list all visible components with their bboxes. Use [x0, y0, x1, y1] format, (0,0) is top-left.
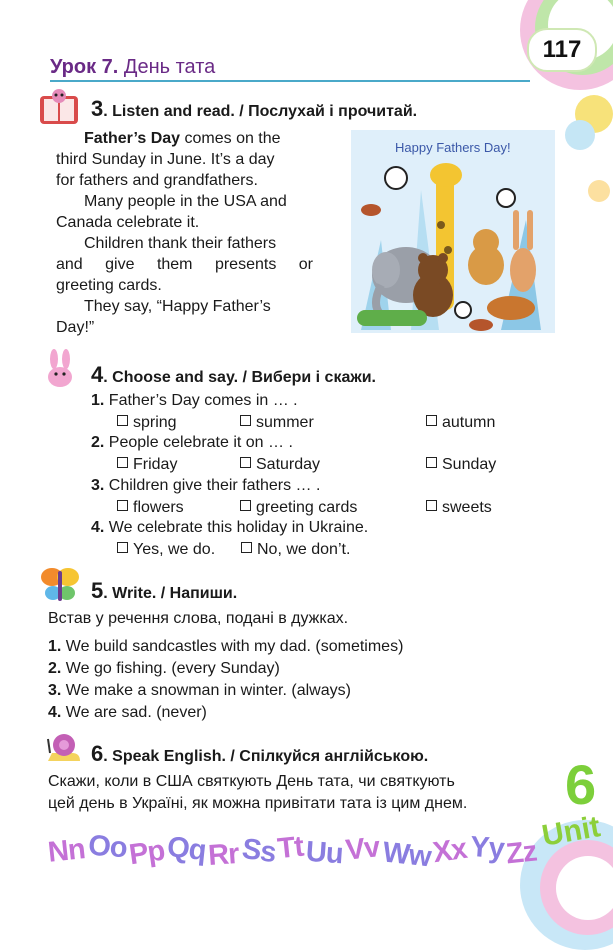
checkbox[interactable]	[241, 542, 252, 553]
lesson-rule	[50, 80, 530, 82]
sentence-1: 1. We build sandcastles with my dad. (sometimes)	[48, 638, 404, 655]
alphabet-letter-pair: Rr	[207, 837, 240, 873]
exercise-5-number: 5	[91, 578, 104, 603]
text-line: third Sunday in June. It’s a day	[56, 151, 275, 168]
butterfly-pencil-icon	[38, 563, 82, 607]
text-line: Day!”	[56, 319, 95, 336]
speaking-task-line: цей день в Україні, як можна привітати тата із цим днем.	[48, 795, 468, 812]
exercise-3-title	[91, 96, 417, 122]
alphabet-letter-pair: Ss	[239, 832, 278, 870]
option-yes[interactable]: Yes, we do.	[117, 541, 215, 559]
exercise-5-instruction: Встав у речення слова, подані в дужках.	[48, 610, 349, 627]
page-number: 117	[527, 28, 597, 72]
text-line: They say, “Happy Father’s	[84, 298, 271, 315]
option-sunday[interactable]: Sunday	[426, 456, 496, 474]
fathers-day-poster	[351, 130, 555, 333]
decor-circle	[556, 856, 613, 920]
question-3: 3. Children give their fathers … .	[91, 477, 321, 494]
alphabet-letter-pair: Ww	[380, 836, 432, 874]
exercise-3-number: 3	[91, 96, 104, 121]
alphabet-letter-pair: Nn	[46, 833, 87, 869]
unit-number: 6	[565, 753, 597, 816]
speaking-task-line: Скажи, коли в США святкують День тата, чи святкують	[48, 773, 455, 790]
text-line: comes on the	[180, 130, 281, 147]
checkbox[interactable]	[426, 500, 437, 511]
exercise-3-text	[56, 128, 316, 338]
alphabet-letter-pair: Qq	[165, 831, 208, 867]
text-line: and give them presents or	[56, 256, 313, 273]
checkbox[interactable]	[426, 415, 437, 426]
snail-icon	[44, 727, 84, 767]
read-book-icon	[38, 88, 80, 130]
text-line: Many people in the USA and	[84, 193, 287, 210]
option-no[interactable]: No, we don’t.	[241, 541, 350, 559]
alphabet-strip	[46, 829, 540, 874]
decor-circle	[588, 180, 610, 202]
option-sweets[interactable]: sweets	[426, 499, 492, 517]
checkbox[interactable]	[240, 415, 251, 426]
alphabet-letter-pair: Vv	[344, 831, 381, 867]
unit-label: Unit	[539, 810, 603, 853]
sentence-4: 4. We are sad. (never)	[48, 704, 207, 721]
question-4: 4. We celebrate this holiday in Ukraine.	[91, 519, 369, 536]
option-greeting-cards[interactable]: greeting cards	[240, 499, 357, 517]
lesson-heading	[50, 56, 215, 79]
exercise-4-title	[91, 362, 376, 388]
text-line: Children thank their fathers	[84, 235, 277, 252]
alphabet-letter-pair: Tt	[276, 830, 305, 866]
checkbox[interactable]	[240, 500, 251, 511]
poster-title: Happy Fathers Day!	[395, 140, 511, 155]
alphabet-letter-pair: Yy	[469, 830, 505, 866]
sentence-3: 3. We make a snowman in winter. (always)	[48, 682, 351, 699]
text-line: Canada celebrate it.	[56, 214, 200, 231]
option-flowers[interactable]: flowers	[117, 499, 184, 517]
option-summer[interactable]: summer	[240, 414, 314, 432]
exercise-6-heading: . Speak English. / Спілкуйся англійською.	[103, 748, 429, 765]
checkbox[interactable]	[117, 415, 128, 426]
sentence-2: 2. We go fishing. (every Sunday)	[48, 660, 280, 677]
exercise-5-title	[91, 578, 237, 604]
exercise-4-number: 4	[91, 362, 104, 387]
alphabet-letter-pair: Xx	[431, 832, 469, 870]
checkbox[interactable]	[117, 500, 128, 511]
text-line: greeting cards.	[56, 277, 162, 294]
fathers-day-bold: Father’s Day	[84, 130, 181, 147]
lesson-title: День тата	[123, 56, 216, 78]
exercise-6-number: 6	[91, 741, 104, 766]
text-line: for fathers and grandfathers.	[56, 172, 258, 189]
exercise-4-heading: . Choose and say. / Вибери і скажи.	[103, 369, 376, 386]
exercise-3-heading: . Listen and read. / Послухай і прочитай.	[103, 103, 418, 120]
exercise-5-heading: . Write. / Напиши.	[103, 585, 238, 602]
checkbox[interactable]	[117, 542, 128, 553]
alphabet-letter-pair: Pp	[127, 834, 167, 872]
rabbit-icon	[40, 349, 80, 389]
option-spring[interactable]: spring	[117, 414, 177, 432]
checkbox[interactable]	[426, 457, 437, 468]
question-1: 1. Father’s Day comes in … .	[91, 392, 298, 409]
option-friday[interactable]: Friday	[117, 456, 177, 474]
lesson-label: Урок 7.	[50, 56, 119, 78]
exercise-6-title	[91, 741, 428, 767]
question-2: 2. People celebrate it on … .	[91, 434, 293, 451]
checkbox[interactable]	[240, 457, 251, 468]
option-autumn[interactable]: autumn	[426, 414, 495, 432]
decor-circle	[565, 120, 595, 150]
alphabet-letter-pair: Uu	[305, 835, 345, 871]
poster-illustration	[351, 130, 555, 333]
checkbox[interactable]	[117, 457, 128, 468]
alphabet-letter-pair: Zz	[505, 835, 539, 871]
option-saturday[interactable]: Saturday	[240, 456, 320, 474]
alphabet-letter-pair: Oo	[86, 829, 128, 865]
